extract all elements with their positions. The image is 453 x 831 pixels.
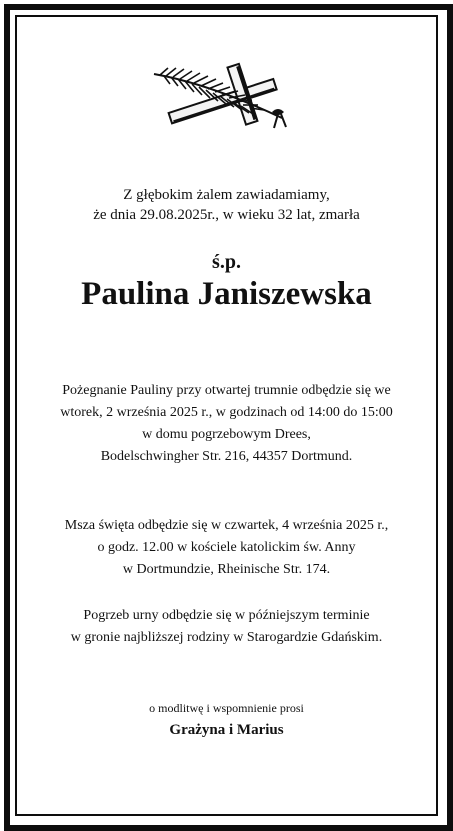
mass-line: w Dortmundzie, Rheinische Str. 174. xyxy=(122,562,331,577)
signers: Grażyna i Marius xyxy=(169,722,284,738)
farewell-line: w domu pogrzebowym Drees, xyxy=(142,427,311,442)
mass-paragraph xyxy=(20,515,433,581)
announcement-intro xyxy=(20,185,433,225)
farewell-line: wtorek, 2 września 2025 r., w godzinach od 14:00 do 15:00 xyxy=(60,405,393,420)
burial-line: Pogrzeb urny odbędzie się w późniejszym terminie xyxy=(83,608,370,623)
intro-line: Z głębokim żalem zawiadamiamy, xyxy=(123,187,330,203)
mass-line: Msza święta odbędzie się w czwartek, 4 września 2025 r., xyxy=(64,518,389,533)
deceased-name: Paulina Janiszewska xyxy=(81,276,372,312)
farewell-paragraph xyxy=(20,380,433,468)
prayer-request: o modlitwę i wspomnienie prosi xyxy=(149,701,304,715)
burial-line: w gronie najbliższej rodziny w Starogardzie Gdańskim. xyxy=(70,630,383,645)
farewell-line: Bodelschwingher Str. 216, 44357 Dortmund. xyxy=(100,449,353,464)
mass-line: o godz. 12.00 w kościele katolickim św. Anny xyxy=(97,540,356,555)
deceased-prefix: ś.p. xyxy=(212,251,241,273)
burial-paragraph xyxy=(20,605,433,649)
cross-with-palm-branch-icon xyxy=(150,62,300,134)
intro-line: że dnia 29.08.2025r., w wieku 32 lat, zmarła xyxy=(93,207,360,223)
farewell-line: Pożegnanie Pauliny przy otwartej trumnie odbędzie się we xyxy=(62,383,391,398)
